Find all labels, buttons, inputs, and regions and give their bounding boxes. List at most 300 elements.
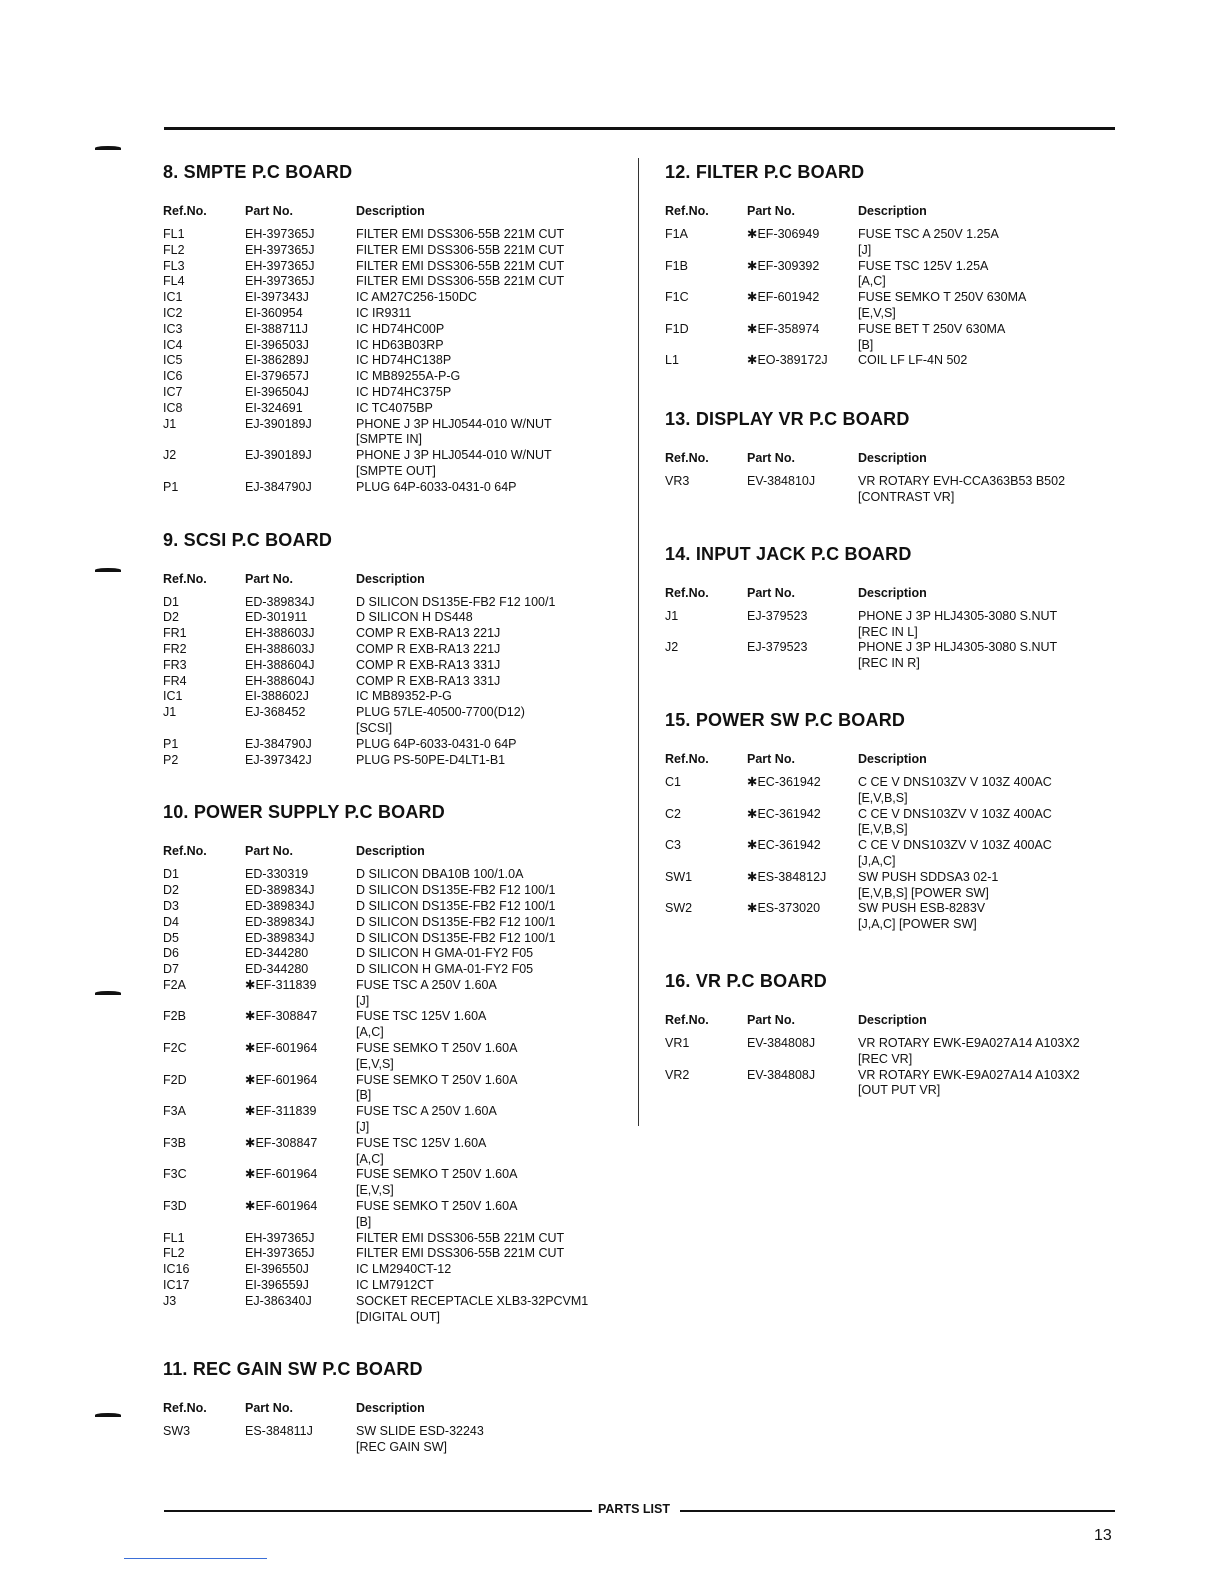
part-no: ED-344280 [245, 962, 309, 977]
ref-no: VR1 [665, 1035, 690, 1050]
table-row [163, 626, 623, 642]
description-line: SW PUSH ESB-8283V [858, 901, 986, 916]
table-row [163, 946, 623, 962]
table-row [163, 1073, 623, 1105]
part-no: EJ-386340J [245, 1293, 312, 1308]
table-header [163, 1398, 623, 1418]
description [356, 353, 623, 369]
description [858, 259, 1125, 291]
ref-no: C1 [665, 774, 681, 789]
description-line: D SILICON DS135E-FB2 F12 100/1 [356, 898, 556, 913]
table-row [665, 259, 1125, 291]
table-row [163, 642, 623, 658]
description-line: IC MB89352-P-G [356, 689, 452, 704]
ref-no: IC7 [163, 384, 183, 399]
description-line: [A,C] [356, 1151, 384, 1166]
ref-no: C2 [665, 806, 681, 821]
description-line: [B] [858, 337, 874, 352]
ref-no: F3D [163, 1199, 187, 1214]
section-title: 15. POWER SW P.C BOARD [665, 709, 906, 730]
description-line: [REC GAIN SW] [356, 1440, 447, 1455]
ref-no: D1 [163, 867, 179, 882]
description-line: COMP R EXB-RA13 331J [356, 673, 501, 688]
description [356, 737, 623, 753]
margin-tick-mark [95, 1413, 121, 1417]
table-row [163, 899, 623, 915]
header-description: Description [356, 204, 425, 218]
table-row [163, 417, 623, 449]
ref-no: FL1 [163, 227, 185, 241]
ref-no: FL2 [163, 1246, 185, 1261]
description-line: [E,V,B,S] [POWER SW] [858, 885, 989, 900]
ref-no: F2C [163, 1041, 187, 1056]
part-no: EH-388604J [245, 673, 315, 688]
description [858, 609, 1125, 641]
table-row [665, 290, 1125, 322]
table-row [163, 705, 623, 737]
ref-no: IC2 [163, 305, 183, 320]
page-number: 13 [1094, 1527, 1112, 1544]
part-no: EJ-390189J [245, 416, 312, 431]
description [356, 243, 623, 259]
description-line: PHONE J 3P HLJ4305-3080 S.NUT [858, 608, 1058, 623]
part-no: ED-344280 [245, 946, 309, 961]
description [356, 417, 623, 449]
description [356, 290, 623, 306]
part-no: EH-397365J [245, 242, 315, 257]
header-part-no: Part No. [747, 204, 795, 218]
part-no: EH-397365J [245, 1230, 315, 1245]
table-row [163, 401, 623, 417]
description-line: PLUG 57LE-40500-7700(D12) [356, 705, 525, 720]
table-header [163, 569, 623, 589]
part-no: EH-397365J [245, 258, 315, 273]
description-line: D SILICON DBA10B 100/1.0A [356, 867, 524, 882]
header-part-no: Part No. [245, 204, 293, 218]
description-line: FUSE TSC 125V 1.60A [356, 1009, 487, 1024]
part-no: EJ-397342J [245, 752, 312, 767]
ref-no: SW1 [665, 869, 693, 884]
part-no: EI-396559J [245, 1278, 309, 1293]
ref-no: FL3 [163, 258, 185, 273]
ref-no: C3 [665, 838, 681, 853]
part-no: EJ-384790J [245, 736, 312, 751]
description-line: [SMPTE IN] [356, 432, 422, 447]
description [858, 807, 1125, 839]
header-ref-no: Ref.No. [163, 844, 207, 859]
description [858, 870, 1125, 902]
description-line: FUSE TSC A 250V 1.60A [356, 977, 497, 992]
ref-no: VR2 [665, 1067, 690, 1082]
description-line: SW SLIDE ESD-32243 [356, 1424, 484, 1439]
table-row [163, 1262, 623, 1278]
description [356, 1136, 623, 1168]
part-no: ✱EF-309392 [747, 258, 820, 273]
description-line: [J] [356, 1120, 370, 1135]
description-line: IC IR9311 [356, 305, 412, 320]
description [356, 1262, 623, 1278]
part-no: EI-396503J [245, 337, 309, 352]
description [356, 1246, 623, 1262]
table-row [163, 595, 623, 611]
ref-no: P1 [163, 736, 179, 751]
ref-no: IC5 [163, 353, 183, 368]
parts-section [665, 969, 1125, 1099]
ref-no: D5 [163, 930, 179, 945]
description [356, 369, 623, 385]
description-line: [REC IN L] [858, 624, 918, 639]
description-line: D SILICON DS135E-FB2 F12 100/1 [356, 930, 556, 945]
description [356, 480, 623, 496]
description-line: FILTER EMI DSS306-55B 221M CUT [356, 1246, 565, 1261]
ref-no: FR4 [163, 673, 187, 688]
description [356, 338, 623, 354]
description [858, 290, 1125, 322]
table-row [163, 448, 623, 480]
parts-section [665, 407, 1125, 506]
table-header [665, 749, 1125, 769]
description-line: VR ROTARY EWK-E9A027A14 A103X2 [858, 1067, 1080, 1082]
left-column [163, 158, 623, 1456]
part-no: ✱EF-306949 [747, 227, 820, 241]
description-line: FUSE SEMKO T 250V 1.60A [356, 1072, 518, 1087]
part-no: ✱EF-311839 [245, 1104, 317, 1119]
description-line: SOCKET RECEPTACLE XLB3-32PCVM1 [356, 1293, 589, 1308]
table-row [665, 775, 1125, 807]
part-no: EV-384810J [747, 474, 816, 489]
ref-no: FR1 [163, 626, 187, 641]
description-line: [J,A,C] [POWER SW] [858, 917, 977, 932]
ref-no: F1D [665, 321, 689, 336]
description [356, 1424, 623, 1456]
part-no: ✱ES-384812J [747, 869, 827, 884]
description-line: FILTER EMI DSS306-55B 221M CUT [356, 258, 565, 273]
margin-tick-mark [95, 568, 121, 572]
ref-no: IC16 [163, 1262, 190, 1277]
description-line: D SILICON H GMA-01-FY2 F05 [356, 946, 534, 961]
section-title: 14. INPUT JACK P.C BOARD [665, 543, 912, 564]
ref-no: J3 [163, 1293, 177, 1308]
description [356, 401, 623, 417]
part-no: ED-389834J [245, 914, 315, 929]
description-line: [E,V,B,S] [858, 822, 908, 837]
link-underline [124, 1558, 267, 1559]
header-description: Description [858, 204, 927, 218]
part-no: ✱ES-373020 [747, 901, 821, 916]
ref-no: D2 [163, 610, 179, 625]
description [356, 642, 623, 658]
description [356, 1167, 623, 1199]
ref-no: D1 [163, 594, 179, 609]
table-row [665, 227, 1125, 259]
description-line: IC HD74HC00P [356, 321, 445, 336]
table-row [163, 689, 623, 705]
description [356, 946, 623, 962]
parts-section [665, 542, 1125, 672]
table-row [163, 915, 623, 931]
ref-no: F1A [665, 227, 688, 241]
description [356, 753, 623, 769]
ref-no: IC17 [163, 1278, 190, 1293]
table-row [163, 385, 623, 401]
table-row [163, 1278, 623, 1294]
section-title: 11. REC GAIN SW P.C BOARD [163, 1359, 423, 1380]
part-no: EJ-390189J [245, 448, 312, 463]
ref-no: FL1 [163, 1230, 185, 1245]
header-description: Description [356, 844, 425, 859]
description [356, 658, 623, 674]
description-line: FILTER EMI DSS306-55B 221M CUT [356, 242, 565, 257]
description-line: FILTER EMI DSS306-55B 221M CUT [356, 1230, 565, 1245]
section-title: 13. DISPLAY VR P.C BOARD [665, 409, 910, 430]
header-description: Description [356, 1401, 425, 1416]
description [356, 962, 623, 978]
ref-no: J2 [665, 640, 679, 655]
part-no: EI-396550J [245, 1262, 309, 1277]
footer-label: PARTS LIST [598, 1502, 670, 1516]
table-row [163, 753, 623, 769]
table-row [163, 1199, 623, 1231]
description [356, 931, 623, 947]
part-no: ES-384811J [245, 1424, 313, 1439]
ref-no: J1 [163, 705, 177, 720]
table-row [665, 322, 1125, 354]
part-no: EJ-384790J [245, 479, 312, 494]
table-row [163, 1136, 623, 1168]
description [858, 227, 1125, 259]
ref-no: FR3 [163, 657, 187, 672]
description-line: [E,V,S] [356, 1056, 394, 1071]
header-part-no: Part No. [747, 751, 795, 766]
ref-no: D3 [163, 898, 179, 913]
ref-no: J1 [665, 608, 679, 623]
table-row [665, 609, 1125, 641]
ref-no: J2 [163, 448, 177, 463]
part-no: ✱EC-361942 [747, 806, 821, 821]
description-line: COIL LF LF-4N 502 [858, 353, 968, 368]
description [858, 775, 1125, 807]
table-header [665, 201, 1125, 221]
description-line: IC LM2940CT-12 [356, 1262, 452, 1277]
ref-no: J1 [163, 416, 177, 431]
description-line: FILTER EMI DSS306-55B 221M CUT [356, 274, 565, 289]
description [356, 899, 623, 915]
description-line: D SILICON DS135E-FB2 F12 100/1 [356, 883, 556, 898]
description [356, 448, 623, 480]
description-line: [J] [356, 993, 370, 1008]
part-no: ✱EF-358974 [747, 321, 820, 336]
table-row [665, 1068, 1125, 1100]
table-row [163, 369, 623, 385]
description-line: [CONTRAST VR] [858, 489, 955, 504]
description-line: C CE V DNS103ZV V 103Z 400AC [858, 806, 1052, 821]
ref-no: F3B [163, 1135, 186, 1150]
header-ref-no: Ref.No. [665, 585, 709, 600]
column-divider [638, 158, 639, 1126]
part-no: EI-386289J [245, 353, 309, 368]
description-line: [B] [356, 1088, 372, 1103]
description-line: D SILICON DS135E-FB2 F12 100/1 [356, 914, 556, 929]
table-header [665, 583, 1125, 603]
description-line: FUSE SEMKO T 250V 1.60A [356, 1167, 518, 1182]
header-part-no: Part No. [245, 844, 293, 859]
part-no: EJ-368452 [245, 705, 306, 720]
table-row [163, 962, 623, 978]
part-no: ✱EO-389172J [747, 353, 828, 368]
parts-section [665, 708, 1125, 933]
description-line: COMP R EXB-RA13 221J [356, 626, 501, 641]
header-description: Description [858, 451, 927, 466]
description-line: [A,C] [356, 1025, 384, 1040]
ref-no: FL4 [163, 274, 185, 289]
header-ref-no: Ref.No. [163, 204, 207, 218]
description [356, 274, 623, 290]
part-no: EI-360954 [245, 305, 303, 320]
description [858, 474, 1125, 506]
ref-no: IC4 [163, 337, 183, 352]
description [858, 640, 1125, 672]
part-no: ED-301911 [245, 610, 308, 625]
header-ref-no: Ref.No. [665, 204, 709, 218]
description-line: [J,A,C] [858, 853, 896, 868]
description [858, 322, 1125, 354]
description [356, 385, 623, 401]
description-line: FUSE TSC 125V 1.25A [858, 258, 989, 273]
description-line: C CE V DNS103ZV V 103Z 400AC [858, 838, 1052, 853]
part-no: EJ-379523 [747, 640, 808, 655]
description [356, 705, 623, 737]
description-line: IC MB89255A-P-G [356, 369, 461, 384]
description-line: FUSE TSC A 250V 1.60A [356, 1104, 497, 1119]
header-description: Description [356, 571, 425, 586]
description [356, 915, 623, 931]
part-no: ✱EF-601964 [245, 1167, 318, 1182]
part-no: EH-397365J [245, 227, 315, 241]
ref-no: F2B [163, 1009, 186, 1024]
parts-section [665, 160, 1125, 369]
description-line: VR ROTARY EVH-CCA363B53 B502 [858, 474, 1066, 489]
ref-no: SW3 [163, 1424, 191, 1439]
ref-no: FL2 [163, 242, 185, 257]
header-ref-no: Ref.No. [163, 571, 207, 586]
description [356, 883, 623, 899]
part-no: EI-324691 [245, 400, 303, 415]
table-row [163, 1104, 623, 1136]
description-line: IC HD74HC375P [356, 384, 452, 399]
table-row [163, 737, 623, 753]
description-line: IC AM27C256-150DC [356, 290, 477, 305]
part-no: EH-388603J [245, 626, 315, 641]
description-line: VR ROTARY EWK-E9A027A14 A103X2 [858, 1035, 1080, 1050]
table-header [665, 1010, 1125, 1030]
table-row [163, 1231, 623, 1247]
table-row [163, 883, 623, 899]
part-no: ✱EF-601942 [747, 290, 820, 305]
description-line: FUSE SEMKO T 250V 630MA [858, 290, 1027, 305]
table-row [163, 1294, 623, 1326]
table-row [163, 1041, 623, 1073]
ref-no: L1 [665, 353, 679, 368]
description-line: COMP R EXB-RA13 221J [356, 641, 501, 656]
table-row [163, 931, 623, 947]
part-no: EH-397365J [245, 1246, 315, 1261]
description-line: D SILICON DS135E-FB2 F12 100/1 [356, 594, 556, 609]
header-part-no: Part No. [747, 585, 795, 600]
part-no: EH-388604J [245, 657, 315, 672]
description [356, 674, 623, 690]
table-row [163, 610, 623, 626]
header-part-no: Part No. [747, 451, 795, 466]
description [356, 1041, 623, 1073]
ref-no: D4 [163, 914, 179, 929]
description-line: [J] [858, 242, 872, 257]
top-rule [164, 127, 1115, 130]
footer-rule-left [164, 1510, 592, 1512]
description-line: [E,V,S] [356, 1183, 394, 1198]
description [356, 1231, 623, 1247]
parts-section [163, 528, 623, 769]
ref-no: P2 [163, 752, 179, 767]
description-line: SW PUSH SDDSA3 02-1 [858, 869, 999, 884]
part-no: ✱EF-308847 [245, 1135, 318, 1150]
description [858, 353, 1125, 369]
header-part-no: Part No. [245, 1401, 293, 1416]
ref-no: F1B [665, 258, 688, 273]
description-line: IC HD63B03RP [356, 337, 444, 352]
part-no: EV-384808J [747, 1035, 816, 1050]
ref-no: P1 [163, 479, 179, 494]
header-ref-no: Ref.No. [665, 451, 709, 466]
description-line: FUSE TSC A 250V 1.25A [858, 227, 999, 241]
part-no: ✱EF-601964 [245, 1072, 318, 1087]
description-line: [REC VR] [858, 1051, 913, 1066]
description [356, 306, 623, 322]
description-line: FUSE SEMKO T 250V 1.60A [356, 1041, 518, 1056]
footer-rule-right [680, 1510, 1115, 1512]
description-line: PHONE J 3P HLJ4305-3080 S.NUT [858, 640, 1058, 655]
table-row [163, 274, 623, 290]
description-line: [A,C] [858, 274, 886, 289]
description-line: D SILICON H DS448 [356, 610, 473, 625]
ref-no: IC1 [163, 689, 183, 704]
part-no: ✱EC-361942 [747, 774, 821, 789]
description [356, 1199, 623, 1231]
section-title: 8. SMPTE P.C BOARD [163, 162, 353, 182]
table-row [163, 1009, 623, 1041]
header-part-no: Part No. [747, 1012, 795, 1027]
ref-no: SW2 [665, 901, 693, 916]
table-row [665, 353, 1125, 369]
header-ref-no: Ref.No. [163, 1401, 207, 1416]
table-row [163, 480, 623, 496]
section-title: 10. POWER SUPPLY P.C BOARD [163, 802, 445, 823]
table-row [163, 322, 623, 338]
description-line: FUSE BET T 250V 630MA [858, 321, 1006, 336]
description [356, 1073, 623, 1105]
table-row [665, 474, 1125, 506]
description [858, 838, 1125, 870]
description-line: PLUG 64P-6033-0431-0 64P [356, 736, 517, 751]
margin-tick-mark [95, 146, 121, 150]
table-header [163, 201, 623, 221]
part-no: ED-389834J [245, 883, 315, 898]
table-row [163, 1167, 623, 1199]
description [356, 626, 623, 642]
description [858, 901, 1125, 933]
table-row [163, 674, 623, 690]
table-row [163, 658, 623, 674]
part-no: EI-396504J [245, 384, 309, 399]
